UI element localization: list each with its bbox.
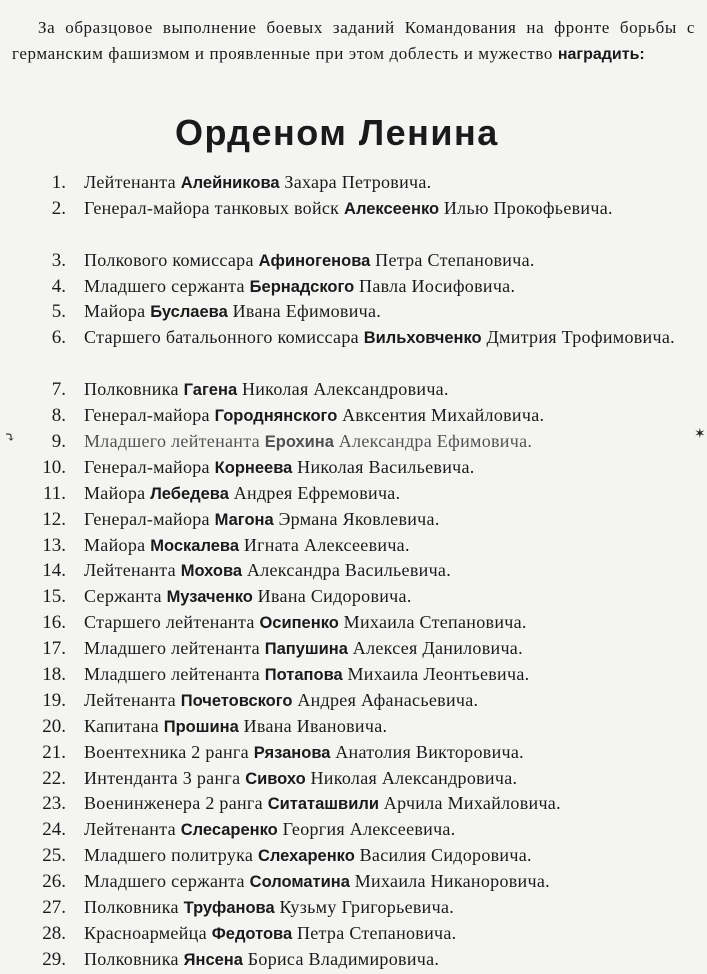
awardee-entry <box>84 740 696 767</box>
list-item <box>0 455 707 481</box>
awardee-surname: Слехаренко <box>257 847 355 866</box>
awardee-given-name: Михаила Степановича. <box>343 612 527 633</box>
awardee-given-name: Бориса Владимировича. <box>247 948 440 969</box>
awardee-rank: Младшего лейтенанта <box>84 430 260 451</box>
awardee-entry <box>84 688 696 715</box>
list-item <box>0 662 707 688</box>
awardee-surname: Алексеенко <box>344 199 440 218</box>
item-number: 7. <box>51 379 66 401</box>
awardee-rank: Военинженера 2 ранга <box>84 793 263 814</box>
awardee-given-name: Авксентия Михайловича. <box>342 405 545 426</box>
decree-intro <box>12 15 695 68</box>
item-number: 1. <box>51 172 66 193</box>
awardee-rank: Капитана <box>84 715 159 736</box>
list-item <box>0 429 707 455</box>
item-number: 23. <box>42 793 66 815</box>
awardee-surname: Музаченко <box>166 588 253 607</box>
awardee-rank: Майора <box>84 482 146 503</box>
item-number: 18. <box>42 663 66 685</box>
item-number: 17. <box>42 638 66 660</box>
item-number: 6. <box>51 327 66 349</box>
awardee-given-name: Илью Прокофьевича. <box>443 197 613 218</box>
list-item <box>0 740 707 766</box>
awardee-rank: Сержанта <box>84 586 162 607</box>
awardee-given-name: Андрея Афанасьевича. <box>297 689 479 710</box>
list-item <box>0 558 707 584</box>
awardee-surname: Почетовского <box>180 691 293 710</box>
awardee-entry <box>84 533 696 560</box>
awardee-rank: Младшего лейтенанта <box>84 663 260 684</box>
awardee-entry <box>84 481 696 508</box>
awardee-surname: Труфанова <box>183 898 275 917</box>
list-item <box>0 274 707 300</box>
item-number: 26. <box>42 871 66 893</box>
item-number: 13. <box>42 534 66 556</box>
awardee-given-name: Алексея Даниловича. <box>352 638 523 659</box>
awardee-given-name: Ивана Сидоровича. <box>257 586 412 607</box>
awardee-entry <box>84 610 696 637</box>
list-item <box>0 248 707 274</box>
awardee-entry <box>84 869 696 896</box>
awardee-rank: Полковника <box>84 948 179 969</box>
list-item <box>0 817 707 843</box>
awardee-given-name: Кузьму Григорьевича. <box>279 896 455 917</box>
awardee-surname: Магона <box>214 510 274 529</box>
list-item <box>0 895 707 921</box>
awardee-entry <box>84 170 696 197</box>
item-number: 3. <box>51 249 66 271</box>
awardee-entry <box>84 662 696 689</box>
list-item <box>0 843 707 869</box>
awardee-surname: Сивохо <box>245 769 306 788</box>
awardee-rank: Воентехника 2 ранга <box>84 741 249 762</box>
awardee-rank: Лейтенанта <box>84 172 176 192</box>
item-number: 9. <box>51 430 66 452</box>
awardee-rank: Генерал-майора <box>84 405 210 426</box>
awardee-list <box>0 170 707 973</box>
awardee-rank: Старшего лейтенанта <box>84 612 255 633</box>
item-number: 11. <box>42 482 66 504</box>
awardee-rank: Лейтенанта <box>84 689 176 710</box>
awardee-rank: Майора <box>84 534 146 555</box>
item-number: 19. <box>42 689 66 711</box>
list-item <box>0 791 707 817</box>
awardee-surname: Буслаева <box>150 303 228 322</box>
list-item <box>0 869 707 895</box>
awardee-surname: Алейникова <box>180 174 280 192</box>
awardee-rank: Красноармейца <box>84 922 207 943</box>
list-item <box>0 325 707 377</box>
awardee-rank: Младшего лейтенанта <box>84 638 260 659</box>
list-item <box>0 196 707 248</box>
decree-intro-text: За образцовое выполнение боевых заданий Командования на фронте борьбы с германским фашизмом и проявленные при этом доблесть и мужество <box>12 18 695 63</box>
awardee-entry <box>84 403 696 430</box>
awardee-rank: Генерал-майора танковых войск <box>84 197 340 218</box>
awardee-entry <box>84 507 696 534</box>
awardee-entry <box>84 843 696 870</box>
order-heading: Орденом Ленина <box>175 112 499 153</box>
awardee-surname: Афиногенова <box>258 251 371 270</box>
awardee-entry <box>84 791 696 818</box>
awardee-entry <box>84 248 696 275</box>
list-item <box>0 714 707 740</box>
awardee-rank: Майора <box>84 301 146 322</box>
awardee-rank: Младшего политрука <box>84 845 254 866</box>
awardee-surname: Прошина <box>163 717 239 736</box>
item-number: 14. <box>42 560 66 582</box>
awardee-entry <box>84 817 696 844</box>
awardee-surname: Слесаренко <box>180 821 278 840</box>
award-word: наградить: <box>557 46 645 63</box>
item-number: 12. <box>42 508 66 530</box>
awardee-surname: Бернадского <box>249 277 355 296</box>
awardee-entry <box>84 455 696 482</box>
item-number: 25. <box>42 845 66 867</box>
awardee-surname: Ситаташвили <box>267 795 379 814</box>
awardee-entry <box>84 921 696 948</box>
item-number: 10. <box>42 456 66 478</box>
item-number: 20. <box>42 715 66 737</box>
list-item <box>0 947 707 973</box>
awardee-given-name: Николая Васильевича. <box>297 456 475 477</box>
item-number: 5. <box>51 301 66 323</box>
awardee-entry <box>84 714 696 741</box>
awardee-surname: Соломатина <box>249 873 350 892</box>
list-item <box>0 533 707 559</box>
item-number: 22. <box>42 767 66 789</box>
awardee-rank: Младшего сержанта <box>84 275 245 296</box>
awardee-given-name: Анатолия Викторовича. <box>335 741 524 762</box>
awardee-entry <box>84 274 696 301</box>
awardee-given-name: Николая Александровича. <box>310 767 518 788</box>
awardee-given-name: Георгия Алексеевича. <box>282 819 456 840</box>
awardee-surname: Лебедева <box>150 484 229 503</box>
list-item <box>0 481 707 507</box>
awardee-surname: Рязанова <box>253 743 331 762</box>
awardee-surname: Потапова <box>264 665 343 684</box>
awardee-entry <box>84 895 696 922</box>
awardee-entry <box>84 584 696 611</box>
awardee-given-name: Василия Сидоровича. <box>359 845 532 866</box>
awardee-rank: Лейтенанта <box>84 560 176 581</box>
list-item <box>0 299 707 325</box>
awardee-given-name: Дмитрия Трофимовича. <box>486 327 675 348</box>
list-item <box>0 377 707 403</box>
item-number: 2. <box>51 197 66 219</box>
awardee-given-name: Александра Ефимовича. <box>338 430 533 451</box>
awardee-surname: Федотова <box>211 924 293 943</box>
awardee-rank: Генерал-майора <box>84 456 210 477</box>
list-item <box>0 584 707 610</box>
awardee-entry <box>84 429 696 456</box>
margin-mark: ⤵ <box>4 431 16 446</box>
awardee-surname: Осипенко <box>259 614 339 633</box>
list-item <box>0 636 707 662</box>
item-number: 8. <box>51 405 66 427</box>
awardee-surname: Ерохина <box>264 432 334 451</box>
list-item <box>0 921 707 947</box>
awardee-surname: Городнянского <box>214 407 338 426</box>
awardee-entry <box>84 766 696 793</box>
list-item <box>0 688 707 714</box>
item-number: 16. <box>42 612 66 634</box>
awardee-given-name: Захара Петровича. <box>284 172 432 192</box>
item-number: 24. <box>42 819 66 841</box>
item-number: 4. <box>51 275 66 297</box>
awardee-given-name: Николая Александровича. <box>241 379 449 400</box>
awardee-rank: Лейтенанта <box>84 819 176 840</box>
awardee-rank: Полковника <box>84 379 179 400</box>
list-item <box>0 507 707 533</box>
awardee-given-name: Арчила Михайловича. <box>383 793 561 814</box>
awardee-given-name: Михаила Никаноровича. <box>354 871 550 892</box>
item-number: 29. <box>42 948 66 970</box>
margin-mark: ✶ <box>694 427 706 442</box>
awardee-surname: Корнеева <box>214 458 293 477</box>
awardee-rank: Интенданта 3 ранга <box>84 767 241 788</box>
awardee-surname: Папушина <box>264 640 348 659</box>
item-number: 27. <box>42 896 66 918</box>
awardee-given-name: Игната Алексеевича. <box>243 534 410 555</box>
item-number: 15. <box>42 586 66 608</box>
awardee-given-name: Петра Степановича. <box>296 922 457 943</box>
awardee-rank: Старшего батальонного комиссара <box>84 327 359 348</box>
awardee-rank: Генерал-майора <box>84 508 210 529</box>
awardee-entry <box>84 558 696 585</box>
awardee-surname: Гагена <box>183 381 238 400</box>
awardee-given-name: Павла Иосифовича. <box>359 275 516 296</box>
awardee-given-name: Александра Васильевича. <box>246 560 452 581</box>
list-item <box>0 170 707 196</box>
awardee-entry <box>84 196 696 223</box>
awardee-surname: Янсена <box>183 950 243 969</box>
awardee-rank: Полковника <box>84 896 179 917</box>
awardee-given-name: Петра Степановича. <box>375 249 535 270</box>
list-item <box>0 610 707 636</box>
awardee-given-name: Ивана Ефимовича. <box>232 301 382 322</box>
awardee-entry <box>84 636 696 663</box>
awardee-given-name: Михаила Леонтьевича. <box>347 663 530 684</box>
awardee-given-name: Андрея Ефремовича. <box>233 482 401 503</box>
awardee-rank: Младшего сержанта <box>84 871 245 892</box>
awardee-entry <box>84 377 696 404</box>
awardee-surname: Москалева <box>150 536 239 555</box>
awardee-surname: Вильховченко <box>363 329 482 348</box>
awardee-entry <box>84 325 696 352</box>
awardee-given-name: Ивана Ивановича. <box>243 715 388 736</box>
awardee-entry <box>84 299 696 326</box>
awardee-surname: Мохова <box>180 562 243 581</box>
awardee-rank: Полкового комиссара <box>84 249 254 270</box>
item-number: 21. <box>42 741 66 763</box>
item-number: 28. <box>42 922 66 944</box>
awardee-given-name: Эрмана Яковлевича. <box>278 508 440 529</box>
list-item <box>0 766 707 792</box>
list-item <box>0 403 707 429</box>
